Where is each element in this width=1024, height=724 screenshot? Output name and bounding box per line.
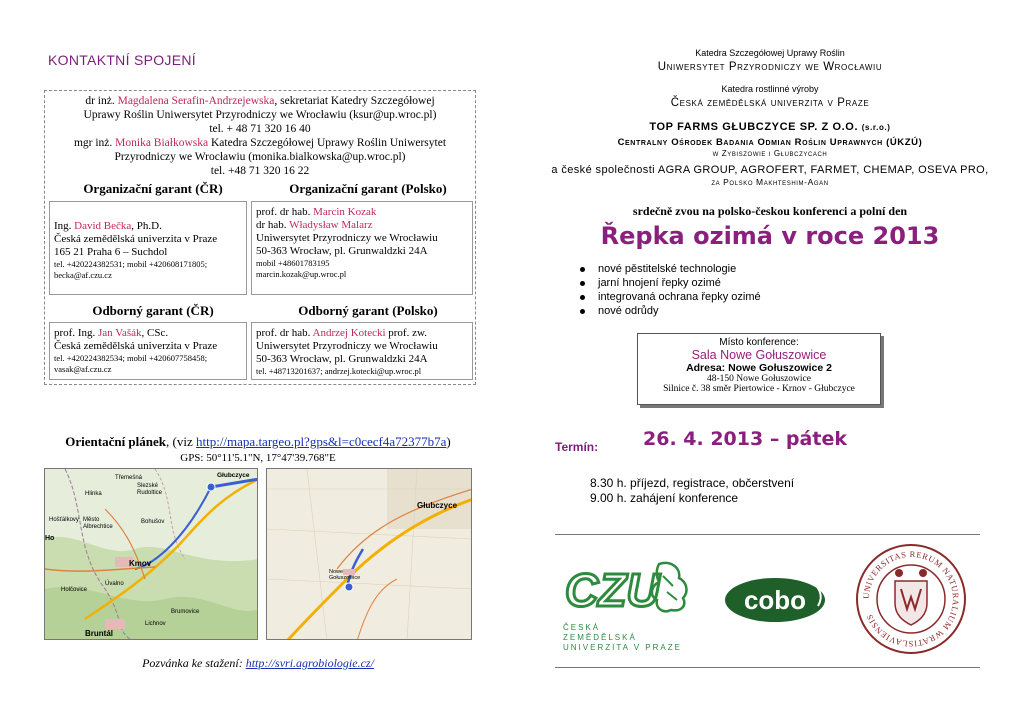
- topfarms-sro: (s.r.o.): [861, 123, 891, 132]
- czu-mark-text: CZU: [565, 564, 660, 616]
- venue-road: Silnice č. 38 směr Piertowice - Krnov - Głubczyce: [663, 384, 855, 394]
- org-pl-line-6: marcin.kozak@up.wroc.pl: [256, 269, 347, 279]
- org-garant-cz-title: Organizační garant (ČR): [83, 181, 223, 196]
- org-pl-line-5: mobil +48601783195: [256, 258, 330, 268]
- secretariat-line-4: Przyrodniczy we Wrocławiu (monika.bialkowska@up.wroc.pl): [114, 151, 406, 163]
- title-prefix: prof. Ing.: [54, 327, 98, 339]
- czu-lion-mark: [563, 556, 699, 616]
- org-partners: a české společnosti AGRA GROUP, AGROFERT, FARMET, CHEMAP, OSEVA PRO,: [551, 164, 989, 176]
- title-prefix: dr inż.: [85, 95, 118, 107]
- secretariat-tel-1: tel. + 48 71 320 16 40: [209, 123, 311, 135]
- venue-box: [637, 333, 881, 405]
- map-label: Bohušov: [141, 519, 165, 525]
- local-map[interactable]: [266, 468, 472, 640]
- divider: [555, 667, 980, 668]
- map-label: Hlinka: [85, 491, 102, 497]
- secretariat-contacts: [45, 91, 475, 177]
- secretariat-line-3: [45, 136, 475, 150]
- map-label: Kmov: [129, 559, 152, 568]
- venue-label: Místo konference:: [719, 337, 799, 348]
- org-cz-name-line: [54, 220, 242, 233]
- map-label: Bruntál: [85, 629, 113, 638]
- coboru-logo: [722, 572, 828, 628]
- venue-address: Adresa: Nowe Gołuszowice 2: [686, 362, 832, 374]
- org-partners-pl: za Polsko Makhteshim-Agan: [711, 177, 829, 187]
- map-label: Město Albrechtice: [83, 517, 113, 530]
- invitation-text: srdečně zvou na polsko-českou konferenci a polní den: [632, 204, 908, 218]
- czu-logo: [563, 556, 699, 652]
- list-item: nové pěstitelské technologie: [578, 262, 761, 276]
- download-link[interactable]: http://svri.agrobiologie.cz/: [245, 656, 374, 670]
- upwr-ring-text: UNIVERSITAS RERUM NATURALIUM WRATISLAVIENSIS: [860, 548, 962, 650]
- venue-city: 48-150 Nowe Gołuszowice: [707, 374, 811, 384]
- map-label: Ho: [45, 535, 55, 542]
- org-pl-line-3: Uniwersytet Przyrodniczy we Wrocławiu: [256, 232, 438, 244]
- map-label: Brumovice: [171, 609, 200, 615]
- venue-name: Sala Nowe Gołuszowice: [691, 348, 827, 362]
- org-dept-cz: Katedra rostlinné výroby: [721, 84, 819, 94]
- coboru-mark: [722, 572, 828, 628]
- org-coboru-location: w Zybiszowie i Głubczycach: [712, 149, 828, 158]
- org-garant-pl-title: Organizační garant (Polsko): [289, 181, 447, 196]
- org-cz-line-2: Česká zemědělská univerzita v Praze: [54, 233, 218, 245]
- regional-map[interactable]: [44, 468, 258, 640]
- czu-logo-text: [563, 623, 699, 653]
- org-cz-line-4: tel. +420224382531; mobil +420608171805;: [54, 259, 208, 269]
- secretariat-affiliation: Katedra Szczegółowej Uprawy Roślin Uniwersytet: [208, 137, 447, 149]
- map-label: Holčovice: [61, 587, 88, 593]
- term-date: 26. 4. 2013 – pátek: [643, 428, 847, 450]
- topics-list: [578, 262, 761, 318]
- map-label: Głubczyce: [417, 501, 458, 510]
- org-uni-pl: Uniwersytet Przyrodniczy we Wrocławiu: [657, 61, 883, 73]
- org-topfarms: [550, 121, 990, 133]
- map-heading: [48, 434, 468, 450]
- title-suffix: prof. zw.: [385, 327, 427, 339]
- secretariat-line-2: Uprawy Roślin Uniwersytet Przyrodniczy we Wrocławiu (ksur@up.wroc.pl): [83, 109, 437, 121]
- title-prefix: dr hab.: [256, 219, 290, 231]
- exp-cz-line-4: vasak@af.czu.cz: [54, 364, 112, 374]
- exp-pl-line-3: 50-363 Wrocław, pl. Grunwaldzki 24A: [256, 353, 428, 365]
- org-coboru: Centralny Ośrodek Badania Odmian Roślin Uprawnych (ÚKZÚ): [617, 137, 923, 148]
- divider: [555, 534, 980, 535]
- secretariat-tel-2: tel. +48 71 320 16 22: [210, 165, 310, 177]
- title-prefix: prof. dr hab.: [256, 206, 314, 218]
- exp-garant-pl-title: Odborný garant (Polsko): [298, 303, 438, 318]
- org-garant-pl-cell: [251, 201, 473, 295]
- map-label: Nowe Gołuszowice: [329, 569, 361, 581]
- gps-coordinates: GPS: 50°11'5.1"N, 17°47'39.768"E: [180, 452, 336, 464]
- term-label: Termín:: [555, 440, 599, 454]
- map-label: Głubczyce: [217, 472, 250, 479]
- exp-garant-cz-title: Odborný garant (ČR): [92, 303, 214, 318]
- conference-title: Řepka ozimá v roce 2013: [600, 222, 940, 250]
- title-suffix: , Ph.D.: [131, 220, 162, 232]
- org-cz-line-3: 165 21 Praha 6 – Suchdol: [54, 246, 168, 258]
- exp-garant-pl-cell: [251, 322, 473, 380]
- upwr-seal-graphic: [855, 543, 967, 655]
- czu-logo-line: ZEMĚDĚLSKÁ: [563, 633, 637, 642]
- map-label: Lichnov: [145, 621, 166, 627]
- list-item: integrovaná ochrana řepky ozimé: [578, 290, 761, 304]
- exp-garant-cz-cell: [49, 322, 247, 380]
- org-cz-name: David Bečka: [74, 220, 132, 232]
- title-prefix: Ing.: [54, 220, 75, 232]
- exp-cz-line-3: tel. +420224382534; mobil +420607758458;: [54, 353, 208, 363]
- schedule-item: 8.30 h. příjezd, registrace, občerstvení: [590, 476, 795, 490]
- topfarms-name: TOP FARMS GŁUBCZYCE SP. Z O.O.: [649, 121, 859, 133]
- contact-heading: KONTAKTNÍ SPOJENÍ: [48, 52, 196, 68]
- org-garant-cz-cell: [49, 201, 247, 295]
- coboru-mark-text: cobo: [743, 585, 807, 615]
- local-map-graphic: [267, 469, 472, 640]
- secretariat-role: , sekretariat Katedry Szczegółowej: [274, 95, 435, 107]
- org-pl-line-4: 50-363 Wrocław, pl. Grunwaldzki 24A: [256, 245, 428, 257]
- download-line: [48, 656, 468, 671]
- map-link[interactable]: http://mapa.targeo.pl?gps&l=c0cecf4a72377b7a: [195, 434, 447, 449]
- exp-cz-name-line: [54, 327, 242, 340]
- org-cz-line-5: becka@af.czu.cz: [54, 270, 112, 280]
- download-label: Pozvánka ke stažení:: [142, 656, 246, 670]
- contact-box: [44, 90, 476, 385]
- org-pl-name-line-2: [256, 219, 468, 232]
- map-heading-title: Orientační plánek: [65, 434, 167, 449]
- list-item: jarní hnojení řepky ozimé: [578, 276, 761, 290]
- contact-name-1: Magdalena Serafin-Andrzejewska: [117, 95, 275, 107]
- org-pl-name-2: Władysław Malarz: [289, 219, 373, 231]
- map-label: Třemešná: [115, 475, 143, 481]
- map-heading-end: ): [446, 434, 451, 449]
- org-dept-pl: Katedra Szczegółowej Uprawy Roślin: [695, 48, 845, 58]
- schedule-item: 9.00 h. zahájení konference: [590, 491, 739, 505]
- exp-pl-line-2: Uniwersytet Przyrodniczy we Wrocławiu: [256, 340, 438, 352]
- exp-cz-line-2: Česká zemědělská univerzita v Praze: [54, 340, 218, 352]
- secretariat-line-1: [45, 94, 475, 108]
- upwr-seal: [855, 543, 967, 655]
- map-heading-viz: , (viz: [166, 434, 196, 449]
- map-label: Úvalno: [105, 581, 124, 587]
- map-label: Hošťálkovy: [49, 517, 79, 523]
- exp-pl-name: Andrzej Kotecki: [312, 327, 386, 339]
- exp-pl-line-4: tel. +48713201637; andrzej.kotecki@up.wroc.pl: [256, 366, 422, 376]
- title-prefix: prof. dr hab.: [256, 327, 313, 339]
- exp-pl-name-line: [256, 327, 468, 340]
- czu-logo-line: ČESKÁ: [563, 623, 601, 632]
- org-pl-name-line-1: [256, 206, 468, 219]
- contact-name-2: Monika Białkowska: [115, 137, 209, 149]
- czu-logo-line: UNIVERZITA V PRAZE: [563, 643, 682, 652]
- exp-cz-name: Jan Vašák: [98, 327, 142, 339]
- schedule: [590, 476, 794, 506]
- org-uni-cz: Česká zemědělská univerzita v Praze: [670, 97, 870, 109]
- org-pl-name-1: Marcin Kozak: [313, 206, 377, 218]
- map-label: Slezské Rudoltice: [137, 483, 163, 496]
- title-suffix: , CSc.: [141, 327, 169, 339]
- title-prefix: mgr inż.: [73, 137, 116, 149]
- list-item: nové odrůdy: [578, 304, 761, 318]
